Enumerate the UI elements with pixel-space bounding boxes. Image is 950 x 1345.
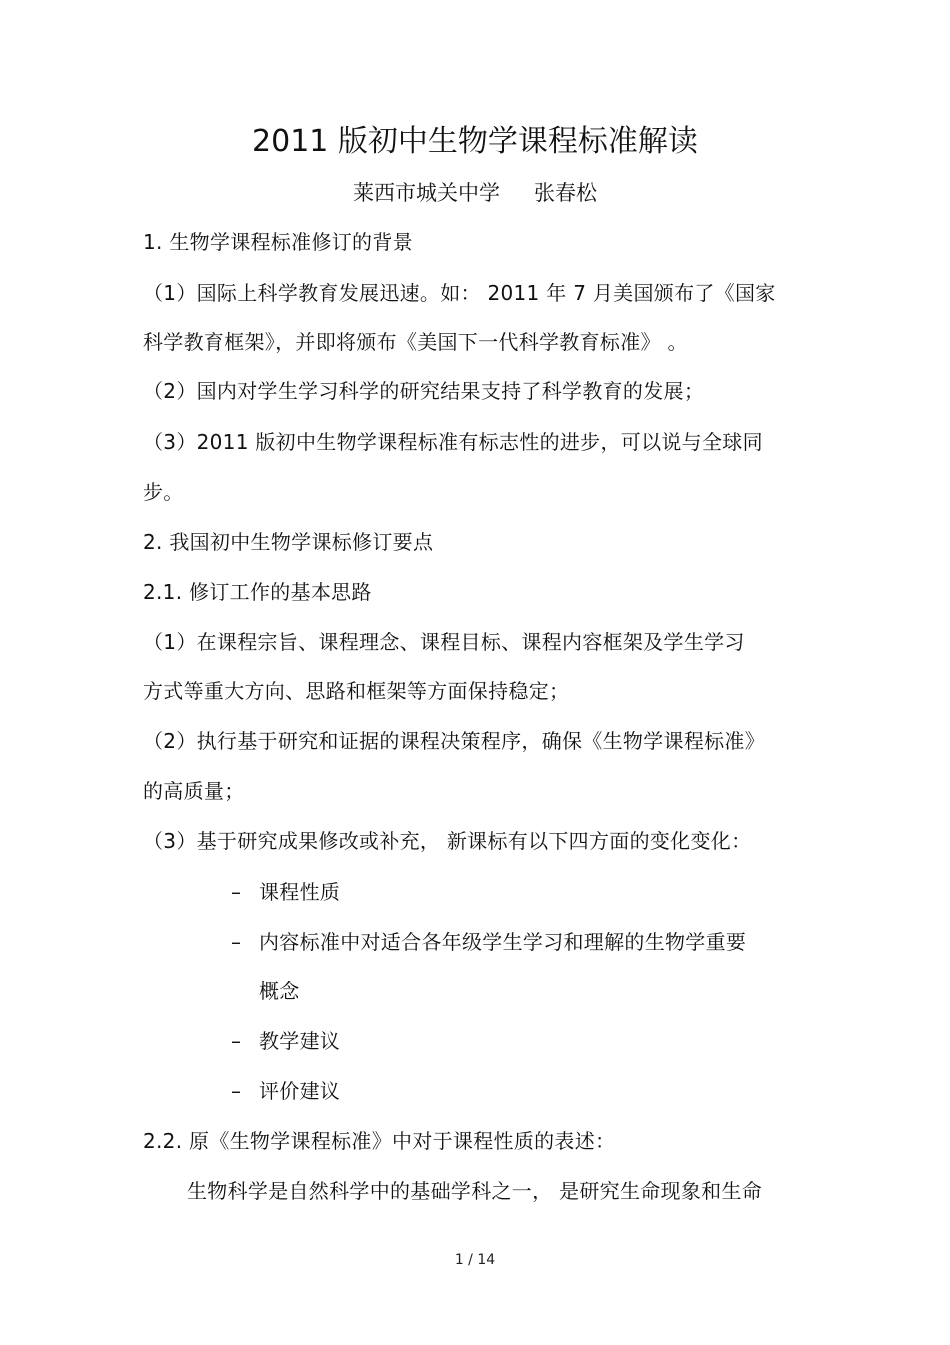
bullet-item: 内容标准中对适合各年级学生学习和理解的生物学重要 [259,930,747,954]
paragraph-line: 科学教育框架》，并即将颁布《美国下一代科学教育标准》 。 [143,330,688,354]
author-line [0,178,950,208]
bullet-item-continuation: 概念 [259,979,300,1003]
paragraph-line: 方式等重大方向、思路和框架等方面保持稳定； [143,679,570,703]
paragraph-line: （3）2011 版初中生物学课程标准有标志性的进步，可以说与全球同 [143,430,763,454]
bullet-marker: – [231,1029,241,1053]
bullet-marker: – [231,880,241,904]
paragraph-line: （1）在课程宗旨、课程理念、课程目标、课程内容框架及学生学习 [143,630,745,654]
subsection-heading-2-1: 2.1. 修订工作的基本思路 [143,580,372,604]
bullet-marker: – [231,1079,241,1103]
paragraph-line: （1）国际上科学教育发展迅速。如： 2011 年 7 月美国颁布了《国家 [143,281,776,305]
paragraph-line: 的高质量； [143,779,245,803]
paragraph-line: （3）基于研究成果修改或补充， 新课标有以下四方面的变化变化： [143,829,752,853]
author-name: 张春松 [534,181,597,205]
document-title: 2011 版初中生物学课程标准解读 [252,124,698,159]
bullet-item: 课程性质 [259,880,341,904]
paragraph-line: 生物科学是自然科学中的基础学科之一， 是研究生命现象和生命 [187,1179,763,1203]
section-heading-2: 2. 我国初中生物学课标修订要点 [143,530,434,554]
bullet-item: 教学建议 [259,1029,341,1053]
paragraph-line: （2）执行基于研究和证据的课程决策程序，确保《生物学课程标准》 [143,729,766,753]
bullet-marker: – [231,930,241,954]
subsection-heading-2-2: 2.2. 原《生物学课程标准》中对于课程性质的表述： [143,1129,616,1153]
bullet-item: 评价建议 [259,1079,341,1103]
paragraph-line: （2）国内对学生学习科学的研究结果支持了科学教育的发展； [143,379,705,403]
paragraph-line: 步。 [143,480,184,504]
author-school: 莱西市城关中学 [353,181,500,205]
section-heading-1: 1. 生物学课程标准修订的背景 [143,230,413,254]
page-number: 1 / 14 [454,1252,496,1268]
